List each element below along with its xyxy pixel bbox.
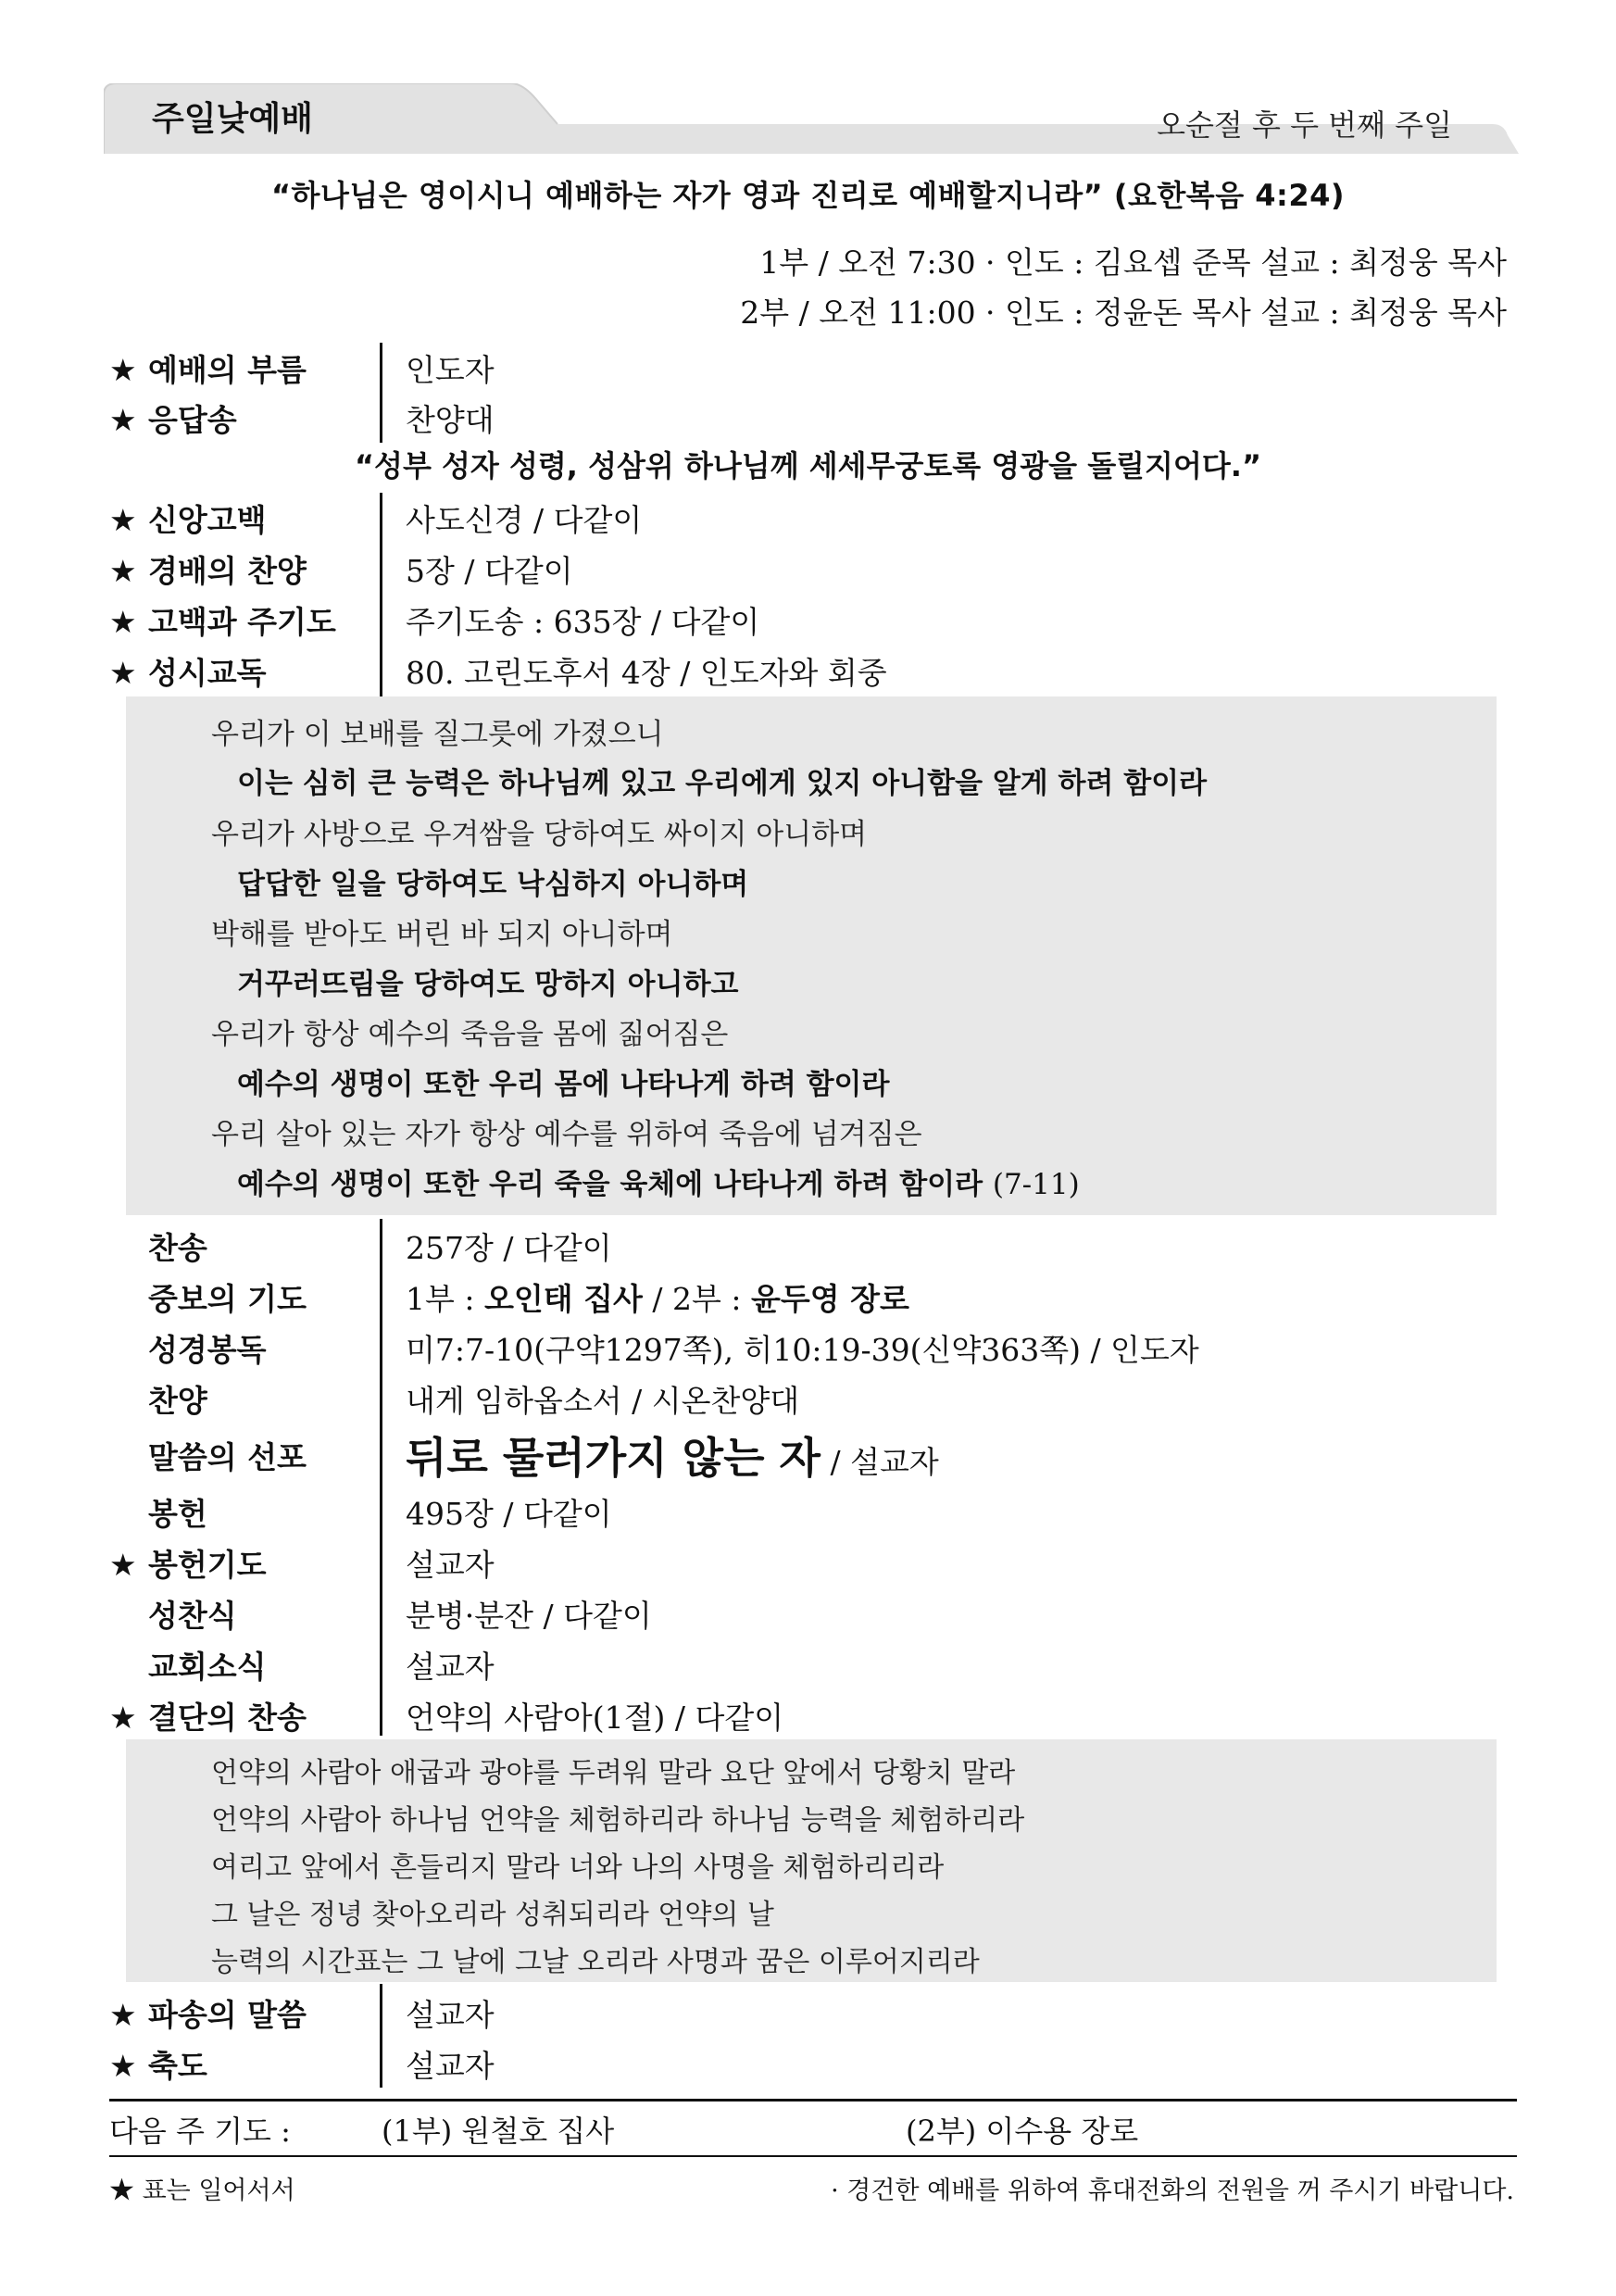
theme-verse: “하나님은 영이시니 예배하는 자가 영과 진리로 예배할지니라” (요한복음 4:24) <box>271 178 1345 213</box>
order-label: 성경봉독 <box>148 1332 267 1368</box>
hymn-lyric-line: 언약의 사람아 하나님 언약을 체험하리라 하나님 능력을 체험하리라 <box>211 1804 1025 1837</box>
hymn-lyric-line: 능력의 시간표는 그 날에 그날 오리라 사명과 꿈은 이루어지리라 <box>211 1946 980 1978</box>
order-label: 말씀의 선포 <box>148 1439 307 1475</box>
sermon-title: 뒤로 물러가지 않는 자 <box>406 1433 821 1483</box>
order-value: 미7:7-10(구약1297쪽), 히10:19-39(신약363쪽) / 인도자 <box>406 1332 1199 1368</box>
order-label: 응답송 <box>148 402 237 438</box>
reading-text: 예수의 생명이 또한 우리 죽을 육체에 나타나게 하려 함이라 <box>237 1168 983 1201</box>
star-icon: ★ <box>109 1700 137 1736</box>
page-title: 주일낮예배 <box>152 100 313 138</box>
order-label: 봉헌기도 <box>148 1547 267 1583</box>
hymn-lyric-line: 언약의 사람아 애굽과 광야를 두려워 말라 요단 앞에서 당황치 말라 <box>211 1757 1016 1789</box>
reading-line-congregation: 이는 심히 큰 능력은 하나님께 있고 우리에게 있지 아니함을 알게 하려 함이라 <box>237 767 1208 800</box>
page-subtitle: 오순절 후 두 번째 주일 <box>1157 107 1452 143</box>
order-item <box>109 1588 1517 1637</box>
stand-note: ★ 표는 일어서서 <box>109 2177 295 2205</box>
order-item <box>109 1374 1517 1422</box>
order-label: 성시교독 <box>148 655 267 691</box>
next-prayer-service-1: (1부) 원철호 집사 <box>382 2114 615 2149</box>
next-prayer-service-2: (2부) 이수용 장로 <box>906 2114 1139 2149</box>
prayer-name-2: 윤두영 장로 <box>750 1281 909 1317</box>
reading-line-congregation: 예수의 생명이 또한 우리 몸에 나타나게 하려 함이라 <box>237 1068 890 1101</box>
order-value: 80. 고린도후서 4장 / 인도자와 회중 <box>406 655 887 691</box>
star-icon: ★ <box>109 1997 137 2033</box>
order-value: 내게 임하옵소서 / 시온찬양대 <box>406 1383 800 1419</box>
hymn-lyric-line: 여리고 앞에서 흔들리지 말라 너와 나의 사명을 체험하리리라 <box>211 1851 945 1884</box>
star-icon: ★ <box>109 502 137 538</box>
order-value: 언약의 사람아(1절) / 다같이 <box>406 1700 784 1736</box>
response-verse: “성부 성자 성령, 성삼위 하나님께 세세무궁토록 영광을 돌릴지어다.” <box>355 448 1261 483</box>
order-label: 결단의 찬송 <box>148 1700 307 1736</box>
order-label: 중보의 기도 <box>148 1281 307 1317</box>
star-icon: ★ <box>109 553 137 589</box>
prayer-part-1: 1부 : <box>406 1281 475 1317</box>
order-value: 설교자 <box>406 1997 495 2033</box>
order-item <box>109 493 1517 541</box>
order-value: 설교자 <box>406 1649 495 1685</box>
order-value: 주기도송 : 635장 / 다같이 <box>406 604 760 640</box>
reading-line-leader: 우리가 이 보배를 질그릇에 가졌으니 <box>211 718 664 751</box>
order-label: 고백과 주기도 <box>148 604 336 640</box>
star-icon: ★ <box>109 655 137 691</box>
service-2-info: 2부 / 오전 11:00 · 인도 : 정윤돈 목사 설교 : 최정웅 목사 <box>740 295 1507 331</box>
order-value: 인도자 <box>406 352 495 388</box>
order-label: 신앙고백 <box>148 502 267 538</box>
footer-bottom-rule <box>109 2155 1517 2157</box>
order-item <box>109 1430 1517 1483</box>
order-item <box>109 2039 1517 2087</box>
star-icon: ★ <box>109 402 137 438</box>
order-value: 5장 / 다같이 <box>406 553 573 589</box>
reading-line-leader: 우리가 항상 예수의 죽음을 몸에 짊어짐은 <box>211 1018 729 1051</box>
order-item <box>109 544 1517 592</box>
order-item <box>109 1221 1517 1269</box>
reading-line-congregation <box>237 1161 1080 1202</box>
next-prayer-label: 다음 주 기도 : <box>109 2114 291 2149</box>
order-item <box>109 1323 1517 1371</box>
order-item <box>109 595 1517 643</box>
order-item <box>109 1537 1517 1586</box>
order-value: 분병·분잔 / 다같이 <box>406 1598 652 1634</box>
order-value: 설교자 <box>406 1547 495 1583</box>
order-label: 교회소식 <box>148 1649 267 1685</box>
order-value: 사도신경 / 다같이 <box>406 502 643 538</box>
order-label: 성찬식 <box>148 1598 237 1634</box>
order-item <box>109 1690 1517 1738</box>
order-label: 찬양 <box>148 1383 207 1419</box>
reading-line-leader: 우리가 사방으로 우겨쌈을 당하여도 싸이지 아니하며 <box>211 818 868 851</box>
order-item <box>109 1272 1517 1320</box>
reading-line-leader: 박해를 받아도 버린 바 되지 아니하며 <box>211 918 673 951</box>
order-item <box>109 393 1517 441</box>
service-1-info: 1부 / 오전 7:30 · 인도 : 김요셉 준목 설교 : 최정웅 목사 <box>759 245 1507 281</box>
order-value <box>406 1424 939 1486</box>
star-icon: ★ <box>109 604 137 640</box>
prayer-name-1: 오인태 집사 <box>483 1281 643 1317</box>
reading-line-leader: 우리 살아 있는 자가 항상 예수를 위하여 죽음에 넘겨짐은 <box>211 1118 922 1151</box>
star-icon: ★ <box>109 1547 137 1583</box>
order-label: 경배의 찬양 <box>148 553 307 589</box>
reading-line-congregation: 거꾸러뜨림을 당하여도 망하지 아니하고 <box>237 968 739 1001</box>
star-icon: ★ <box>109 2048 137 2084</box>
order-item <box>109 1487 1517 1535</box>
order-item <box>109 343 1517 391</box>
phone-note: · 경건한 예배를 위하여 휴대전화의 전원을 꺼 주시기 바랍니다. <box>831 2177 1514 2205</box>
order-value <box>406 1275 909 1319</box>
sermon-suffix: / 설교자 <box>830 1444 939 1480</box>
order-item <box>109 1639 1517 1687</box>
hymn-lyric-line: 그 날은 정녕 찾아오리라 성취되리라 언약의 날 <box>211 1899 774 1931</box>
order-value: 설교자 <box>406 2048 495 2084</box>
order-label: 찬송 <box>148 1230 207 1266</box>
order-value: 257장 / 다같이 <box>406 1230 612 1266</box>
header-band <box>104 83 1519 154</box>
order-value: 찬양대 <box>406 402 495 438</box>
footer-top-rule <box>109 2099 1517 2102</box>
order-item <box>109 1988 1517 2036</box>
star-icon: ★ <box>109 352 137 388</box>
order-value: 495장 / 다같이 <box>406 1496 612 1532</box>
order-label: 축도 <box>148 2048 207 2084</box>
reading-reference: (7-11) <box>992 1168 1080 1201</box>
order-label: 예배의 부름 <box>148 352 307 388</box>
reading-line-congregation: 답답한 일을 당하여도 낙심하지 아니하며 <box>237 868 749 901</box>
order-label: 봉헌 <box>148 1496 207 1532</box>
order-label: 파송의 말씀 <box>148 1997 307 2033</box>
order-item <box>109 646 1517 694</box>
prayer-separator: / 2부 : <box>652 1281 742 1317</box>
